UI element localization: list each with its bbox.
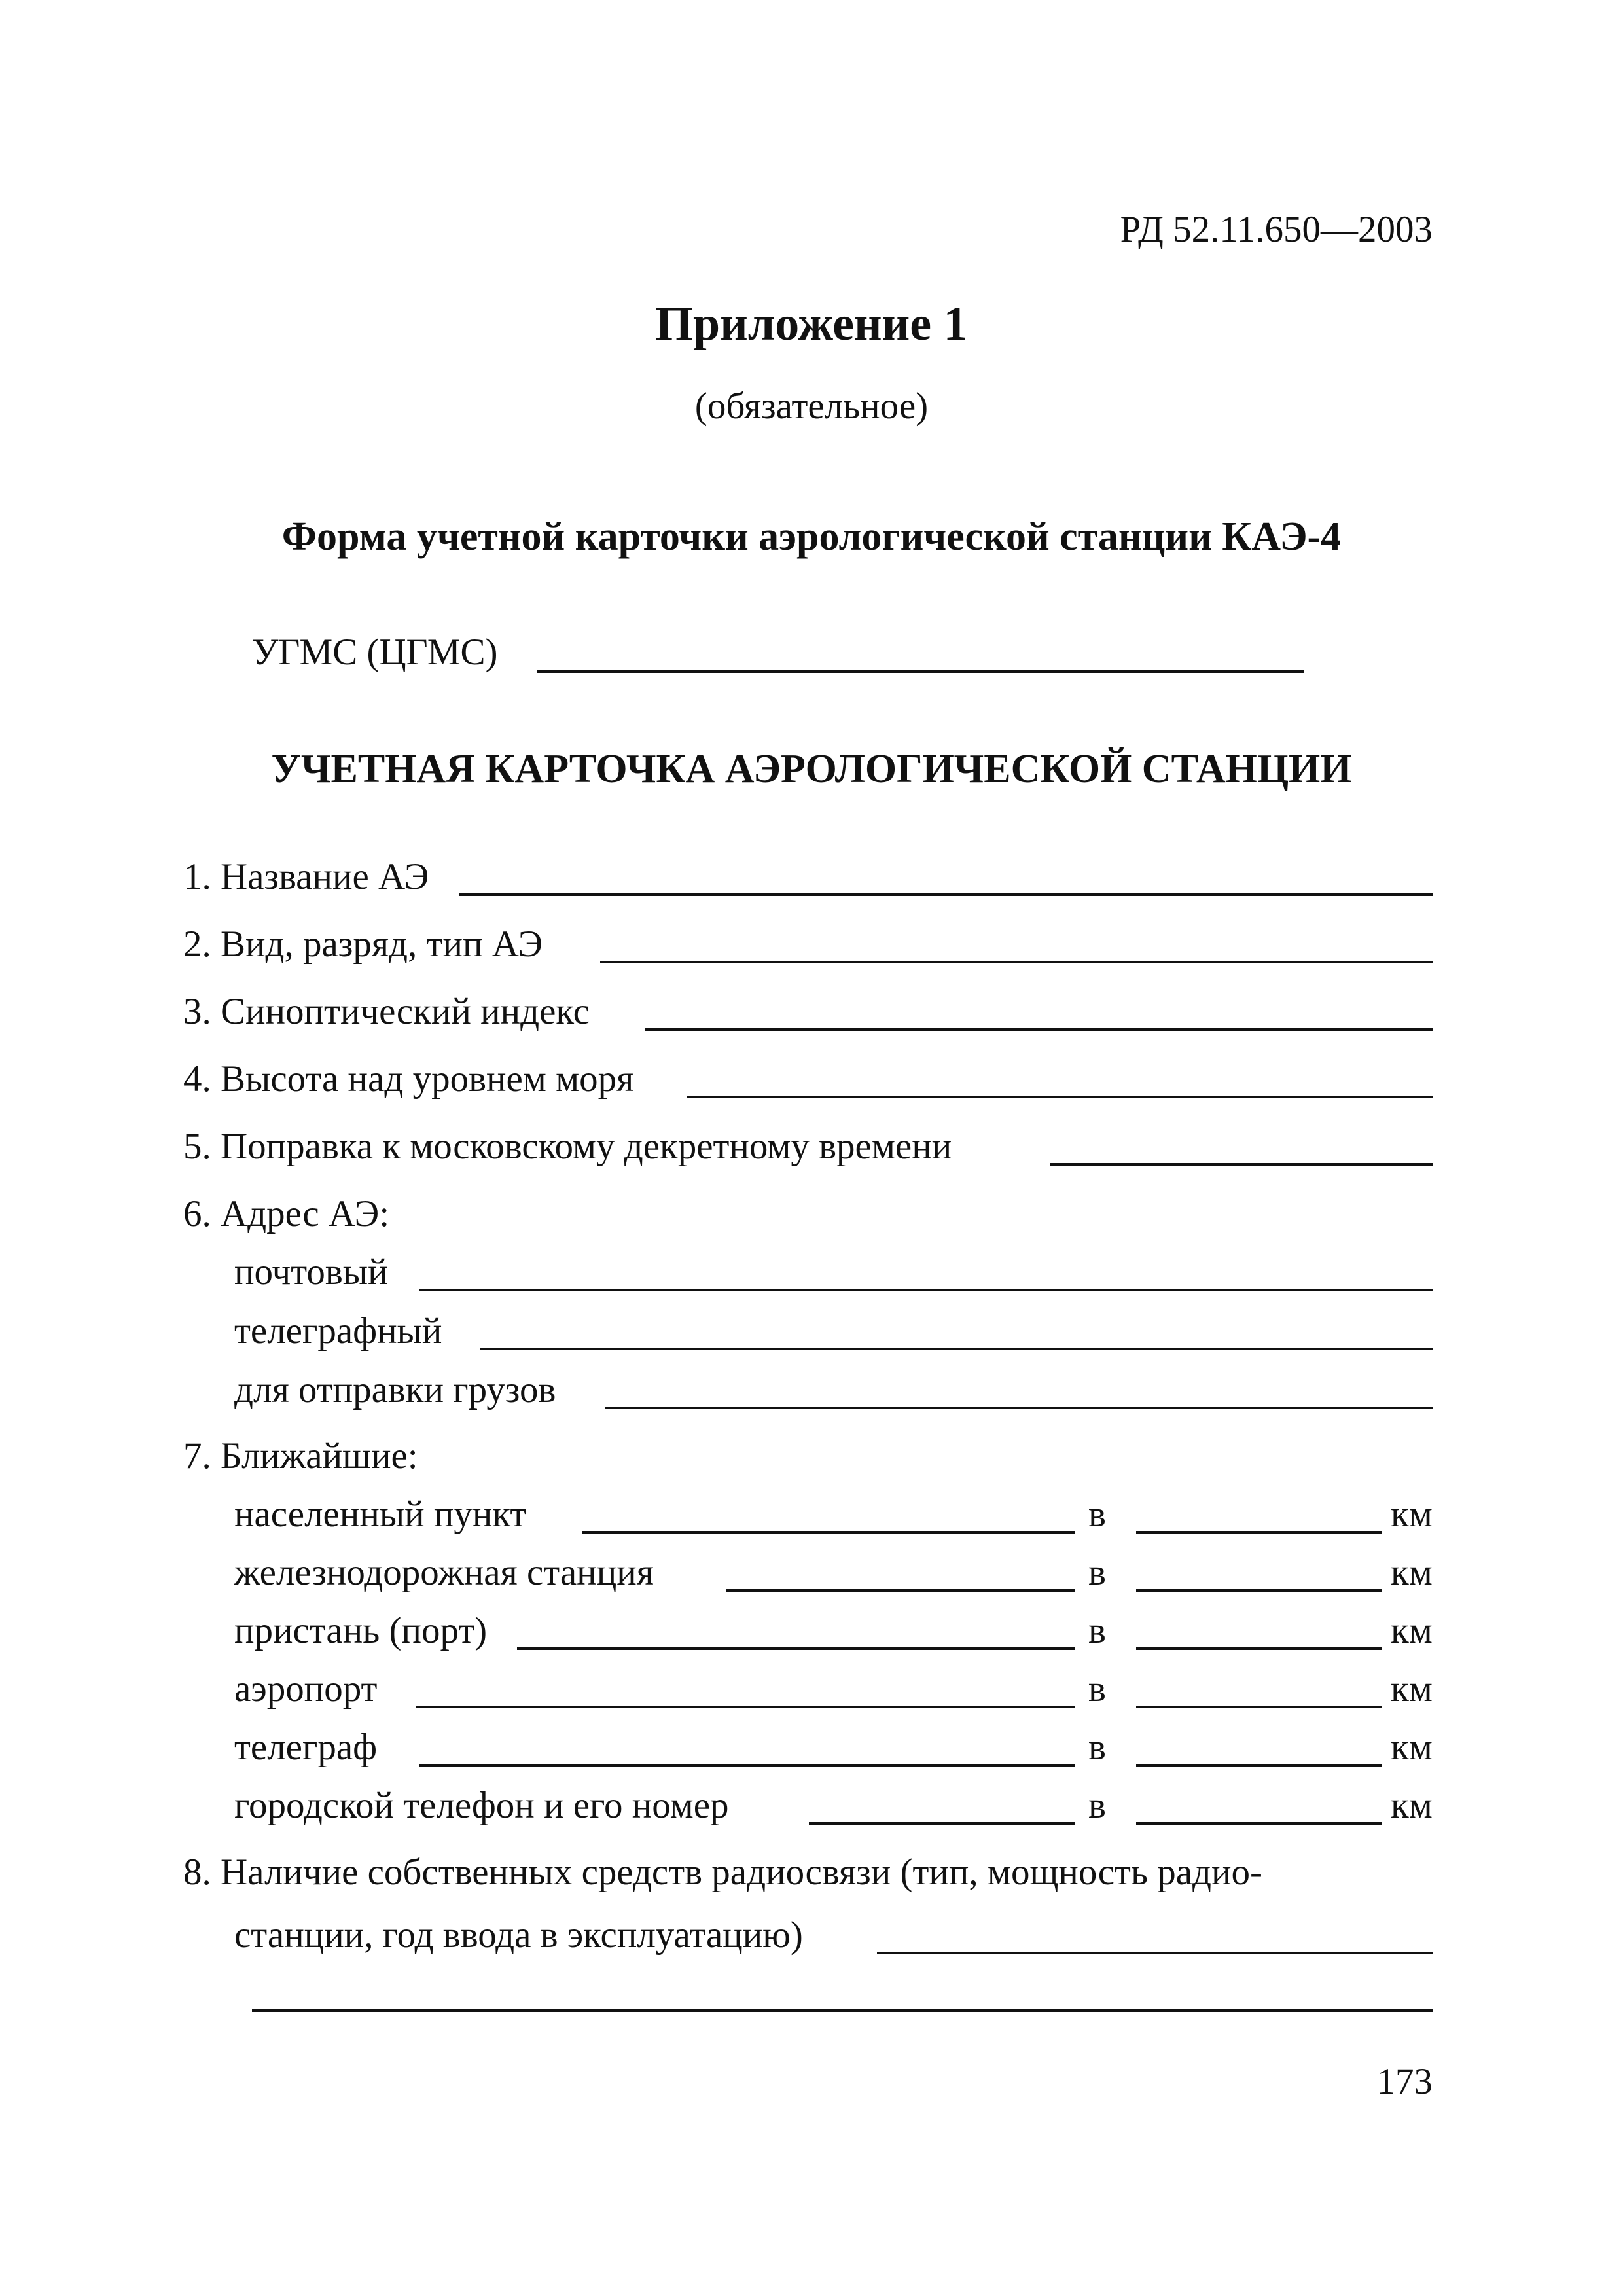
ugms-label: УГМС (ЦГМС) [252,632,498,673]
ugms-fill-line[interactable] [537,670,1304,673]
address-cargo-label: для отправки грузов [234,1369,556,1410]
nearest-label: аэропорт [234,1668,378,1710]
item-5-label: 5. Поправка к московскому декретному времени [183,1126,952,1167]
card-title: УЧЕТНАЯ КАРТОЧКА АЭРОЛОГИЧЕСКОЙ СТАНЦИИ [271,747,1352,791]
address-telegraph-label: телеграфный [234,1310,442,1352]
nearest-unit: км [1391,1727,1433,1768]
item-1-label: 1. Название АЭ [183,856,429,897]
nearest-in-text: в [1088,1552,1106,1593]
address-telegraph-fill-line[interactable] [480,1348,1433,1350]
nearest-distance-fill-line[interactable] [1136,1822,1382,1825]
nearest-in-text: в [1088,1785,1106,1826]
nearest-distance-fill-line[interactable] [1136,1764,1382,1767]
nearest-place-fill-line[interactable] [726,1589,1075,1592]
item-4-fill-line[interactable] [687,1096,1433,1098]
item-8-label: 8. Наличие собственных средств радиосвязи (тип, мощность радио- [183,1852,1262,1893]
address-postal-label: почтовый [234,1251,388,1293]
item-6-heading: 6. Адрес АЭ: [183,1193,390,1234]
item-8-fill-line[interactable] [877,1952,1433,1954]
nearest-label: телеграф [234,1727,378,1768]
item-7-heading: 7. Ближайшие: [183,1435,418,1477]
nearest-unit: км [1391,1668,1433,1710]
address-cargo-fill-line[interactable] [605,1407,1433,1409]
page-number: 173 [1376,2061,1433,2102]
item-3-fill-line[interactable] [645,1028,1433,1031]
appendix-subtitle: (обязательное) [694,386,929,427]
nearest-place-fill-line[interactable] [809,1822,1075,1825]
item-8-label-continued: станции, год ввода в эксплуатацию) [234,1914,803,1956]
nearest-place-fill-line[interactable] [419,1764,1075,1767]
form-title: Форма учетной карточки аэрологической станции КАЭ-4 [281,514,1342,559]
address-postal-fill-line[interactable] [419,1289,1433,1291]
item-8-extra-fill-line[interactable] [252,2009,1433,2012]
nearest-in-text: в [1088,1610,1106,1651]
item-4-label: 4. Высота над уровнем моря [183,1058,634,1100]
nearest-unit: км [1391,1785,1433,1826]
item-1-fill-line[interactable] [459,893,1433,896]
item-2-fill-line[interactable] [600,961,1433,963]
nearest-distance-fill-line[interactable] [1136,1589,1382,1592]
document-code: РД 52.11.650—2003 [1120,209,1433,250]
item-2-label: 2. Вид, разряд, тип АЭ [183,924,543,965]
nearest-distance-fill-line[interactable] [1136,1531,1382,1534]
nearest-in-text: в [1088,1494,1106,1535]
nearest-label: населенный пункт [234,1494,527,1535]
appendix-title: Приложение 1 [655,297,968,351]
nearest-unit: км [1391,1494,1433,1535]
nearest-place-fill-line[interactable] [416,1706,1075,1708]
nearest-in-text: в [1088,1668,1106,1710]
nearest-label: городской телефон и его номер [234,1785,729,1826]
nearest-distance-fill-line[interactable] [1136,1647,1382,1650]
item-3-label: 3. Синоптический индекс [183,991,590,1032]
nearest-place-fill-line[interactable] [517,1647,1075,1650]
nearest-label: железнодорожная станция [234,1552,654,1593]
nearest-unit: км [1391,1552,1433,1593]
item-5-fill-line[interactable] [1050,1163,1433,1166]
nearest-in-text: в [1088,1727,1106,1768]
nearest-unit: км [1391,1610,1433,1651]
nearest-distance-fill-line[interactable] [1136,1706,1382,1708]
nearest-place-fill-line[interactable] [582,1531,1075,1534]
nearest-label: пристань (порт) [234,1610,488,1651]
